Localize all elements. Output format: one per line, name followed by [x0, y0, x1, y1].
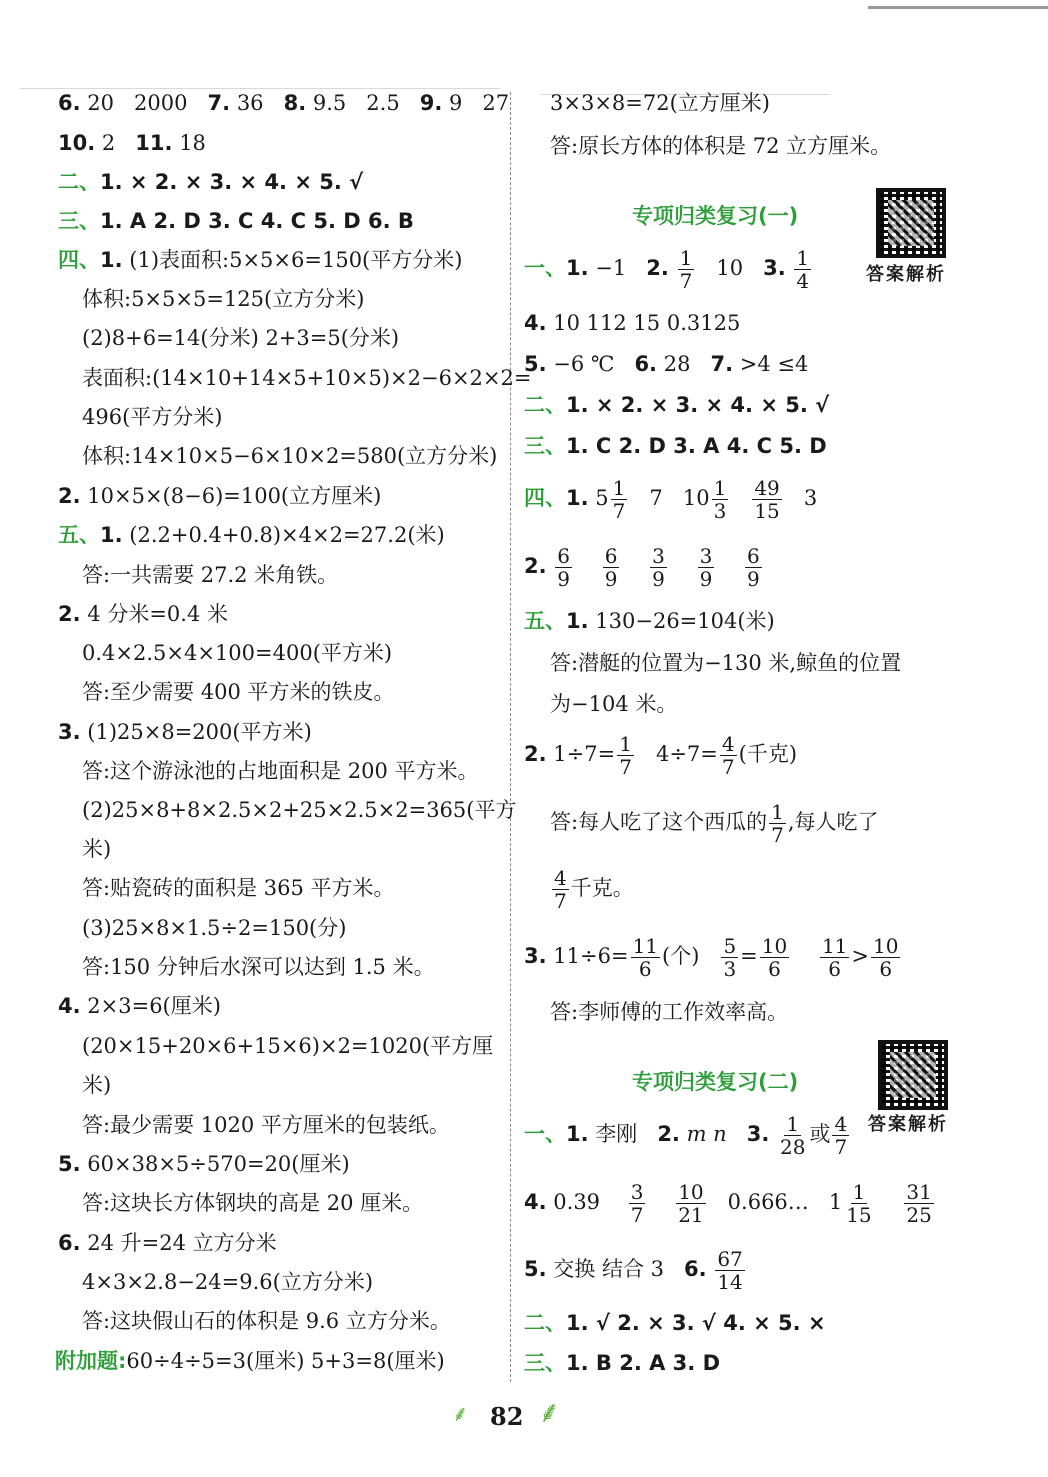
answer-line: 三、1. C 2. D 3. A 4. C 5. D [524, 434, 827, 458]
answer-line: 一、1. −1 2. $\frac{1}{7}$ 10 3. $\frac{1}{4}$ [524, 246, 810, 293]
fraction: $\frac{10}{21}$ [678, 1180, 704, 1227]
answer-line: 6. 20 2000 7. 36 8. 9.5 2.5 9. 9 27 [58, 91, 510, 115]
answer-line: $\frac{4}{7}$ 千克。 [554, 866, 634, 913]
answer-line: 三、1. B 2. A 3. D [524, 1351, 721, 1375]
answer-line: (3)25×8×1.5÷2=150(分) [82, 916, 347, 940]
fraction: $\frac{10}{6}$ [873, 934, 899, 981]
fraction: $\frac{3}{9}$ [652, 544, 665, 591]
answer-line: 二、1. × 2. × 3. × 4. × 5. √ [524, 393, 830, 417]
fraction: $\frac{1}{7}$ [619, 732, 632, 779]
answer-line: 体积:14×10×5−6×10×2=580(立方分米) [82, 444, 498, 468]
answer-line: 四、1. (1)表面积:5×5×6=150(平方分米) [58, 248, 463, 272]
fraction: $\frac{6}{9}$ [747, 544, 760, 591]
answer-line: 3. (1)25×8=200(平方米) [58, 720, 312, 744]
answer-line: 4. 10 112 15 0.3125 [524, 311, 741, 335]
answer-line: 答:最少需要 1020 平方厘米的包装纸。 [82, 1113, 450, 1137]
qr-caption: 答案解析 [868, 1114, 948, 1135]
qr-code-icon[interactable] [876, 188, 946, 258]
answer-line: 496(平方分米) [82, 405, 223, 429]
answer-line: 答:每人吃了这个西瓜的 $\frac{1}{7}$ ,每人吃了 [550, 800, 879, 847]
fraction: $\frac{1}{7}$ [612, 476, 626, 523]
answer-line: 二、1. × 2. × 3. × 4. × 5. √ [58, 170, 364, 194]
answer-line: 5. −6 ℃ 6. 28 7. >4 ≤4 [524, 352, 809, 376]
answer-line: 6. 24 升=24 立方分米 [58, 1231, 277, 1255]
answer-line: 答:这块长方体钢块的高是 20 厘米。 [82, 1191, 424, 1215]
fraction: $\frac{11}{6}$ [821, 934, 848, 981]
answer-line: 米) [82, 837, 112, 861]
answer-line: 答:贴瓷砖的面积是 365 平方米。 [82, 876, 395, 900]
fraction: $\frac{10}{6}$ [761, 934, 788, 981]
fraction: $\frac{4}{7}$ [554, 866, 567, 913]
answer-line: 五、1. (2.2+0.4+0.8)×4×2=27.2(米) [58, 523, 445, 547]
answer-line: 2. 10×5×(8−6)=100(立方厘米) [58, 484, 382, 508]
fraction: $\frac{1}{4}$ [796, 246, 810, 293]
fraction: $\frac{4}{7}$ [721, 732, 735, 779]
answer-line: 附加题:60÷4÷5=3(厘米) 5+3=8(厘米) [55, 1349, 445, 1373]
answer-line: 体积:5×5×5=125(立方分米) [82, 287, 365, 311]
answer-line: 五、1. 130−26=104(米) [524, 609, 775, 633]
answer-line: 4×3×2.8−24=9.6(立方分米) [82, 1270, 374, 1294]
qr-caption: 答案解析 [866, 264, 946, 285]
answer-line: 答:李师傅的工作效率高。 [550, 1000, 789, 1024]
answer-line: 3×3×8=72(立方厘米) [550, 91, 770, 115]
fraction: $\frac{1}{7}$ [771, 800, 784, 847]
palm-tree-icon: ⸙ [538, 1395, 561, 1430]
answer-line: 三、1. A 2. D 3. C 4. C 5. D 6. B [58, 209, 414, 233]
fraction: $\frac{1}{15}$ [846, 1180, 872, 1227]
column-divider [510, 92, 511, 1382]
corner-rule [868, 6, 1048, 9]
fraction: $\frac{6}{9}$ [604, 544, 618, 591]
fraction: $\frac{49}{15}$ [754, 476, 780, 523]
fraction: $\frac{3}{9}$ [699, 544, 713, 591]
answer-line: 答:原长方体的体积是 72 立方厘米。 [550, 134, 892, 158]
answer-line: 2. 1÷7= $\frac{1}{7}$ 4÷7= $\frac{4}{7}$ (千克) [524, 732, 798, 779]
answer-line: 四、1. 5 $\frac{1}{7}$ 7 10 $\frac{1}{3}$ $\frac{49}{15}$ 3 [524, 476, 818, 523]
answer-line: 2. $\frac{6}{9}$ $\frac{6}{9}$ $\frac{3}{9}$ $\frac{3}{9}$ $\frac{6}{9}$ [524, 544, 760, 591]
fraction: $\frac{5}{3}$ [723, 934, 737, 981]
answer-line: (2)25×8+8×2.5×2+25×2.5×2=365(平方 [82, 798, 517, 822]
answer-line: 4. 2×3=6(厘米) [58, 994, 221, 1018]
answer-line: 答:至少需要 400 平方米的铁皮。 [82, 680, 395, 704]
answer-line: 0.4×2.5×4×100=400(平方米) [82, 641, 393, 665]
answer-line: 3. 11÷6= $\frac{11}{6}$ (个) $\frac{5}{3}$ = $\frac{10}{6}$ $\frac{11}{6}$ > $\frac{10}{6}$ [524, 934, 899, 981]
answer-line: 10. 2 11. 18 [58, 131, 206, 155]
fraction: $\frac{4}{7}$ [834, 1112, 848, 1159]
palm-tree-icon: ⸙ [452, 1402, 469, 1427]
answer-line: 一、1. 李刚 2. m n 3. $\frac{1}{28}$ 或 $\frac{4}{7}$ [524, 1112, 848, 1159]
answer-line: 答:潜艇的位置为−130 米,鲸鱼的位置 [550, 651, 902, 675]
fraction: $\frac{31}{25}$ [906, 1180, 932, 1227]
answer-line: (20×15+20×6+15×6)×2=1020(平方厘 [82, 1034, 494, 1058]
fraction: $\frac{6}{9}$ [557, 544, 571, 591]
answer-line: 二、1. √ 2. × 3. √ 4. × 5. × [524, 1311, 826, 1335]
answer-line: 表面积:(14×10+14×5+10×5)×2−6×2×2= [82, 366, 532, 390]
answer-line: 答:这块假山石的体积是 9.6 立方分米。 [82, 1309, 451, 1333]
fraction: $\frac{1}{3}$ [713, 476, 727, 523]
answer-line: 2. 4 分米=0.4 米 [58, 602, 228, 626]
page-number: 82 [490, 1402, 524, 1431]
answer-line: 为−104 米。 [550, 692, 678, 716]
answer-line: 答:这个游泳池的占地面积是 200 平方米。 [82, 759, 479, 783]
section-title: 专项归类复习(二) [632, 1070, 799, 1094]
fraction: $\frac{11}{6}$ [632, 934, 659, 981]
answer-line: 答:一共需要 27.2 米角铁。 [82, 563, 339, 587]
answer-line: 5. 交换 结合 3 6. $\frac{67}{14}$ [524, 1247, 743, 1294]
answer-line: 4. 0.39 $\frac{3}{7}$ $\frac{10}{21}$ 0.666… 1 $\frac{1}{15}$ $\frac{31}{25}$ [524, 1180, 932, 1227]
qr-code-icon[interactable] [878, 1040, 948, 1110]
fraction: $\frac{1}{28}$ [780, 1112, 806, 1159]
answer-line: 答:150 分钟后水深可以达到 1.5 米。 [82, 955, 435, 979]
answer-line: 5. 60×38×5÷570=20(厘米) [58, 1152, 350, 1176]
answer-line: (2)8+6=14(分米) 2+3=5(分米) [82, 326, 400, 350]
fraction: $\frac{1}{7}$ [679, 246, 693, 293]
fraction: $\frac{67}{14}$ [717, 1247, 743, 1294]
section-title: 专项归类复习(一) [632, 204, 799, 228]
answer-line: 米) [82, 1073, 112, 1097]
fraction: $\frac{3}{7}$ [630, 1180, 644, 1227]
